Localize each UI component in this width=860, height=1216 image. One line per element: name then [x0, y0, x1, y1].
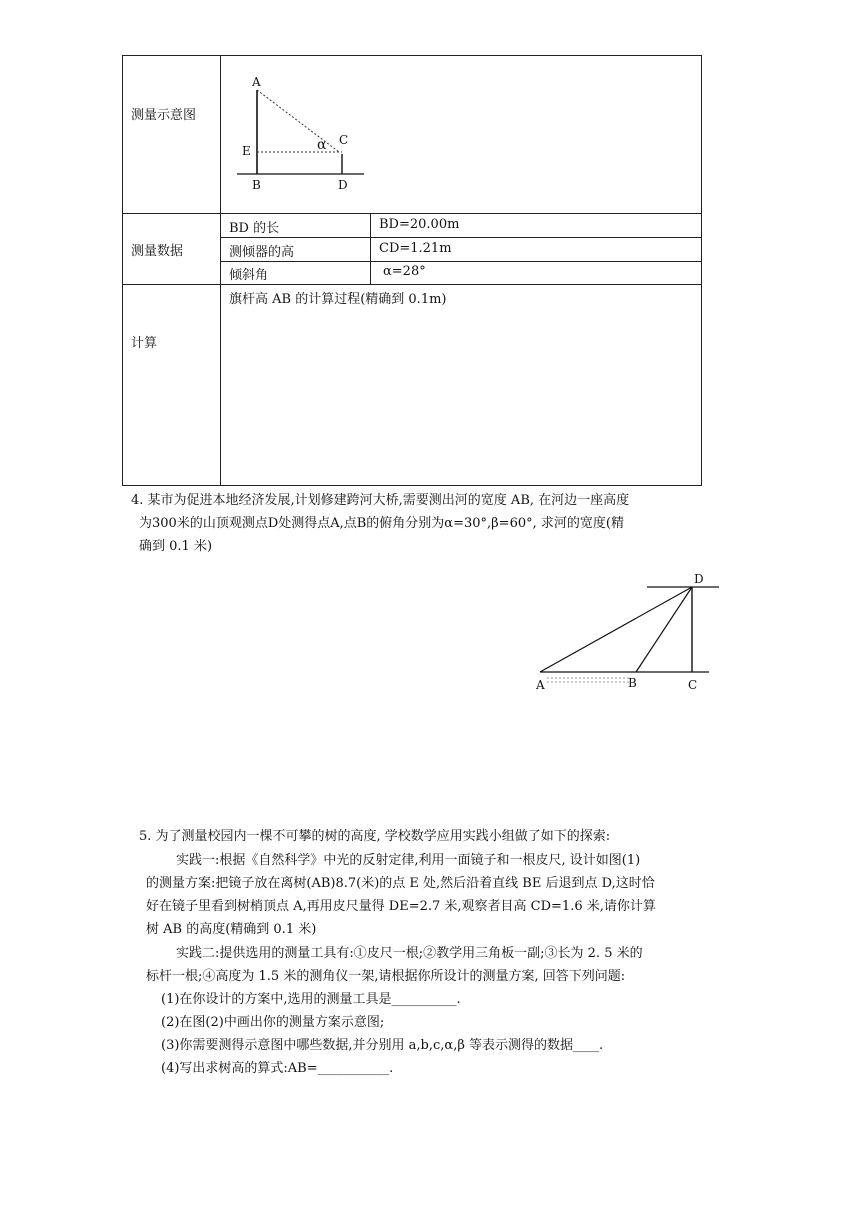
q5-sub4: (4)写出求树高的算式:AB=___________.: [161, 1061, 394, 1076]
q5-line4: 好在镜子里看到树梢顶点 A,再用皮尺量得 DE=2.7 米,观察者目高 CD=1.6 米,请你计算: [146, 899, 656, 914]
q5-line2: 实践一:根据《自然科学》中光的反射定律,利用一面镜子和一根皮尺, 设计如图(1): [176, 853, 641, 868]
data-name-cell: BD 的长: [229, 221, 280, 236]
label-A: A: [252, 75, 261, 89]
row-label-calc: 计算: [131, 336, 158, 351]
label-E: E: [242, 144, 251, 158]
row-label-diagram: 测量示意图: [131, 108, 197, 123]
data-value-cell: α=28°: [383, 264, 426, 279]
label-B: B: [628, 676, 637, 690]
data-value-cell: CD=1.21m: [379, 241, 452, 256]
q5-line1: 5. 为了测量校园内一棵不可攀的树的高度, 学校数学应用实践小组做了如下的探索:: [139, 829, 611, 844]
q5-sub1: (1)在你设计的方案中,选用的测量工具是__________.: [161, 992, 461, 1007]
table-col-divider: [220, 55, 221, 486]
label-C: C: [688, 678, 698, 692]
q5-line6: 实践二:提供选用的测量工具有:①皮尺一根;②教学用三角板一副;③长为 2. 5 米的: [176, 946, 643, 961]
q4-line1: 4. 某市为促进本地经济发展,计划修建跨河大桥,需要测出河的宽度 AB, 在河边一座高度: [131, 493, 630, 508]
data-value-cell: BD=20.00m: [379, 217, 460, 232]
q5-line3: 的测量方案:把镜子放在离树(AB)8.7(米)的点 E 处,然后沿着直线 BE 后退到点 D,这时恰: [146, 876, 655, 891]
label-C: C: [339, 133, 349, 147]
data-name-cell: 测倾器的高: [229, 245, 295, 260]
q5-line7: 标杆一根;④高度为 1.5 米的测角仪一架,请根据你所设计的测量方案, 回答下列问题:: [146, 969, 626, 984]
label-A: A: [536, 678, 545, 692]
sight-line: [257, 90, 339, 152]
data-col-divider: [370, 213, 371, 284]
label-B: B: [252, 178, 261, 192]
data-name-cell: 倾斜角: [229, 268, 269, 283]
table-row-divider: [220, 261, 702, 262]
line-db: [636, 587, 692, 672]
q5-sub3: (3)你需要测得示意图中哪些数据,并分别用 a,b,c,α,β 等表示测得的数据____.: [161, 1038, 604, 1053]
row-label-data: 测量数据: [131, 244, 184, 259]
label-alpha: α: [317, 137, 327, 153]
table-row-divider: [220, 237, 702, 238]
line-da: [540, 587, 692, 672]
q4-line3: 确到 0.1 米): [139, 539, 213, 554]
q5-sub2: (2)在图(2)中画出你的测量方案示意图;: [161, 1015, 385, 1030]
table-row-divider: [122, 213, 702, 214]
table-row-divider: [122, 284, 702, 285]
label-D: D: [338, 178, 348, 192]
label-D: D: [694, 572, 704, 586]
river-diagram: [535, 575, 725, 690]
q5-line5: 树 AB 的高度(精确到 0.1 米): [146, 922, 317, 937]
q4-line2: 为300米的山顶观测点D处测得点A,点B的俯角分别为α=30°,β=60°, 求河的宽度(精: [139, 516, 624, 531]
calc-prompt: 旗杆高 AB 的计算过程(精确到 0.1m): [229, 292, 447, 307]
